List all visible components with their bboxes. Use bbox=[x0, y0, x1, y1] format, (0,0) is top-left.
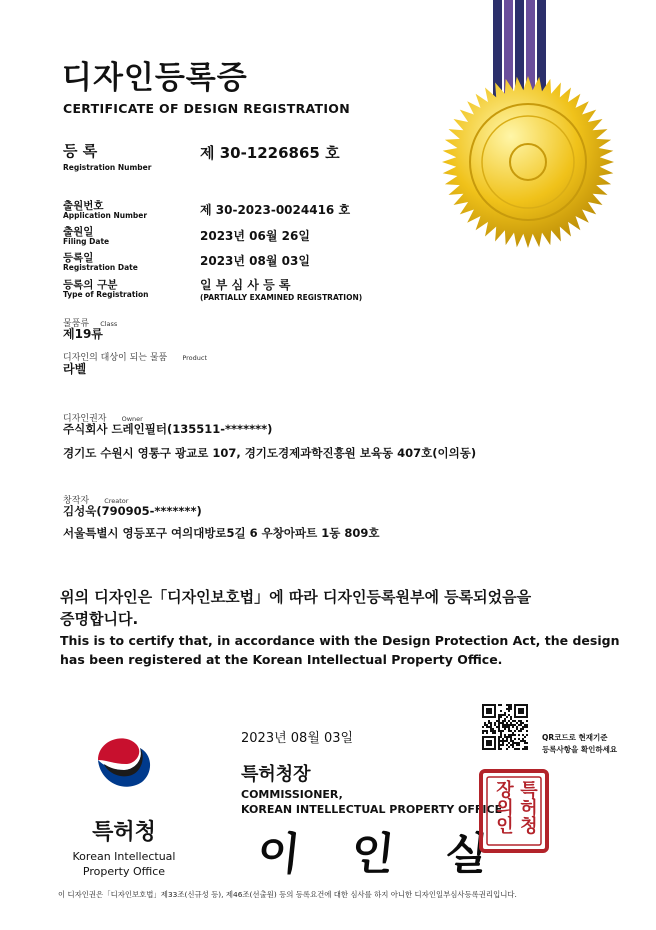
reg-type-label: 등록의 구분 bbox=[63, 279, 118, 291]
statement-ko-line-1: 위의 디자인은「디자인보호법」에 따라 디자인등록원부에 등록되었음을 bbox=[60, 588, 532, 606]
class-label-en: Class bbox=[100, 320, 118, 328]
page-title: 디자인등록증 bbox=[62, 60, 248, 96]
gold-seal-icon bbox=[438, 72, 618, 252]
statement-en-line-2: has been registered at the Korean Intellectual Property Office. bbox=[60, 652, 503, 667]
owner-label-en: Owner bbox=[121, 415, 143, 423]
owner-name: 주식회사 드레인필터(135511-*******) bbox=[63, 422, 273, 436]
product-value: 라벨 bbox=[63, 362, 87, 376]
office-name-en-line-1: Korean Intellectual bbox=[72, 850, 176, 863]
filing-date: 2023년 06월 26일 bbox=[200, 229, 310, 243]
filing-label: 출원일 bbox=[63, 226, 94, 238]
statement-ko-line-2: 증명합니다. bbox=[60, 610, 139, 628]
issue-date: 2023년 08월 03일 bbox=[241, 731, 354, 746]
commissioner-en-line-2: KOREAN INTELLECTUAL PROPERTY OFFICE bbox=[241, 803, 503, 816]
commissioner-title: 특허청장 bbox=[241, 764, 311, 785]
page-subtitle: CERTIFICATE OF DESIGN REGISTRATION bbox=[63, 101, 350, 116]
product-label: 디자인의 대상이 되는 물품 bbox=[63, 353, 168, 363]
office-name-en-line-2: Property Office bbox=[82, 865, 166, 878]
registration-label: 등 록 bbox=[63, 142, 98, 160]
creator-label: 창작자 bbox=[63, 496, 90, 506]
creator-address: 서울특별시 영등포구 여의대방로5길 6 우창아파트 1동 809호 bbox=[63, 526, 380, 540]
application-number: 제 30-2023-0024416 호 bbox=[200, 203, 351, 217]
footer-note: 이 디자인권은「디자인보호법」제33조(신규성 등), 제46조(선출원) 등의 등록요건에 대한 심사를 하지 아니한 디자인일부심사등록권리입니다. bbox=[58, 890, 517, 899]
creator-name: 김성욱(790905-*******) bbox=[63, 504, 202, 518]
qr-note-line-2: 등록사항을 확인하세요 bbox=[542, 745, 618, 754]
application-label-en: Application Number bbox=[63, 211, 148, 220]
registration-type: 일 부 심 사 등 록 bbox=[200, 278, 291, 292]
reg-type-label-en: Type of Registration bbox=[63, 290, 149, 299]
kipo-logo-icon bbox=[84, 720, 164, 800]
red-seal bbox=[478, 768, 550, 854]
seal-text: 특허청장의인 bbox=[493, 780, 538, 834]
registration-date: 2023년 08월 03일 bbox=[200, 254, 310, 268]
creator-label-en: Creator bbox=[104, 497, 129, 505]
office-name: 특허청 bbox=[92, 820, 156, 845]
commissioner-en-line-1: COMMISSIONER, bbox=[241, 788, 343, 801]
statement-en-line-1: This is to certify that, in accordance with the Design Protection Act, the design bbox=[60, 633, 620, 648]
product-label-en: Product bbox=[182, 354, 207, 362]
class-value: 제19류 bbox=[63, 327, 103, 341]
registration-number: 제 30-1226865 호 bbox=[200, 144, 340, 162]
reg-date-label: 등록일 bbox=[63, 252, 94, 264]
signature: 이 인 실 bbox=[254, 829, 509, 880]
filing-label-en: Filing Date bbox=[63, 237, 110, 246]
qr-code-icon bbox=[482, 704, 528, 750]
owner-address: 경기도 수원시 영통구 광교로 107, 경기도경제과학진흥원 보육동 407호(이의동) bbox=[63, 446, 477, 460]
owner-label: 디자인권자 bbox=[63, 414, 107, 424]
registration-label-en: Registration Number bbox=[63, 163, 152, 172]
registration-type-en: (PARTIALLY EXAMINED REGISTRATION) bbox=[200, 293, 363, 302]
application-label: 출원번호 bbox=[63, 200, 104, 212]
class-label: 물품류 bbox=[63, 319, 90, 329]
qr-note-line-1: QR코드로 현재기준 bbox=[542, 733, 608, 742]
reg-date-label-en: Registration Date bbox=[63, 263, 138, 272]
